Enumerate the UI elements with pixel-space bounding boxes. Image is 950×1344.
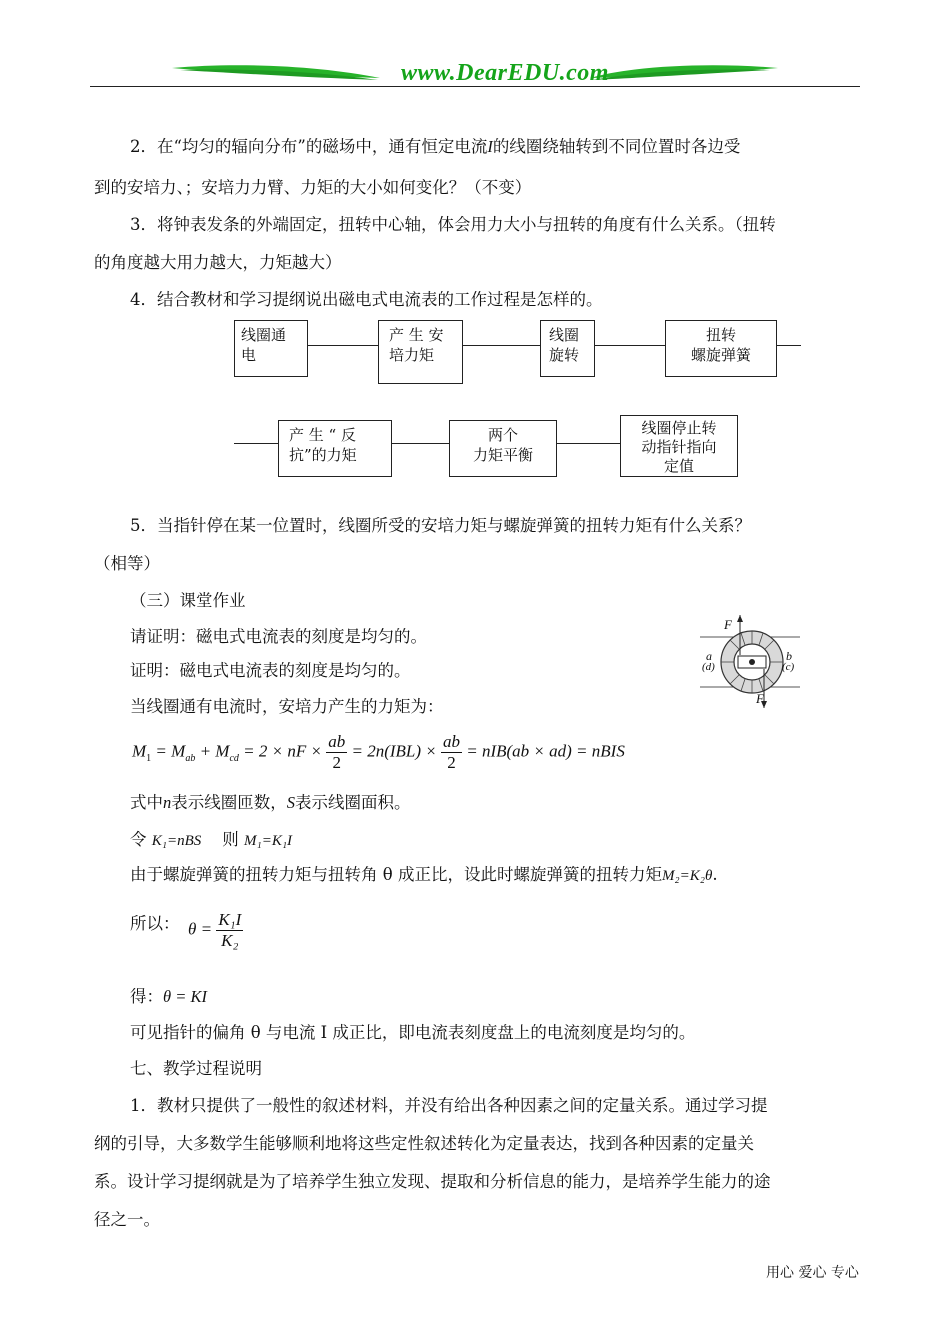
flow-box-label: 线圈停止转 动指针指向 定值 [641, 419, 717, 475]
flow-box-twist-spring [665, 320, 777, 377]
force-label-bottom: F [756, 691, 764, 706]
flow-box-label: 线圈 旋转 [549, 326, 580, 364]
flow-box-pointer-stop [620, 415, 738, 477]
flow-box-label: 线圈通 电 [241, 326, 287, 364]
section-7-para-line-1: 1．教材只提供了一般性的叙述材料，并没有给出各种因素之间的定量关系。通过学习提 [130, 1096, 768, 1115]
torque-intro: 当线圈通有电流时，安培力产生的力矩为： [130, 697, 444, 716]
flow-box-counter-torque [278, 420, 392, 477]
coil-diagram [700, 615, 800, 710]
flow-box-coil-current [234, 320, 308, 377]
flow-connector [595, 345, 665, 346]
question-3-line-2: 的角度越大用力越大，力矩越大） [94, 253, 342, 272]
flow-connector [463, 345, 540, 346]
side-label-c: (c) [782, 661, 795, 673]
get-label: 得：θ = KI [130, 987, 207, 1006]
let-definition: 令 K₁=nBS 则 M₁=K₁I [130, 830, 293, 849]
site-header [90, 56, 860, 92]
where-definition: 式中n表示线圈匝数，S表示线圈面积。 [130, 793, 411, 812]
prove-requirement: 请证明：磁电式电流表的刻度是均匀的。 [130, 627, 427, 646]
flow-box-coil-rotate [540, 320, 595, 377]
page-footer: 用心 爱心 专心 [766, 1265, 859, 1281]
question-3-line-1: 3．将钟表发条的外端固定，扭转中心轴，体会用力大小与扭转的角度有什么关系。（扭转 [130, 215, 776, 234]
flow-connector [308, 345, 378, 346]
flow-connector [392, 443, 449, 444]
section-7-para-line-2: 纲的引导，大多数学生能够顺利地将这些定性叙述转化为定量表达，找到各种因素的定量关 [94, 1134, 754, 1153]
flow-box-ampere-torque [378, 320, 463, 384]
flow-connector [557, 443, 620, 444]
section-7-para-line-4: 径之一。 [94, 1210, 160, 1229]
flow-box-label: 产 生 “ 反 抗”的力矩 [289, 426, 357, 464]
proof-start: 证明：磁电式电流表的刻度是均匀的。 [130, 661, 411, 680]
flow-box-label: 两个 力矩平衡 [472, 426, 533, 464]
section-7-para-line-3: 系。设计学习提纲就是为了培养学生独立发现、提取和分析信息的能力，是培养学生能力的途 [94, 1172, 771, 1191]
question-5-line-2: （相等） [94, 554, 160, 573]
question-2-line-2: 到的安培力、；安培力力臂、力矩的大小如何变化？（不变） [94, 178, 532, 197]
section-7-heading: 七、教学过程说明 [130, 1059, 262, 1078]
flow-box-torque-balance [449, 420, 557, 477]
fraction: $\frac{ab}{2}$ [442, 732, 460, 772]
spring-torque-statement: 由于螺旋弹簧的扭转力矩与扭转角 θ 成正比，设此时螺旋弹簧的扭转力矩M₂=K₂θ. [130, 865, 718, 884]
flow-connector [777, 345, 801, 346]
flow-box-label: 产 生 安 培力矩 [389, 326, 444, 364]
so-label: 所以： [130, 914, 180, 933]
force-label-top: F [724, 617, 732, 632]
theta-formula: θ = $\frac{\text{K₁I}}{\text{K₂}}$ [188, 910, 242, 950]
conclusion: 可见指针的偏角 θ 与电流 I 成正比，即电流表刻度盘上的电流刻度是均匀的。 [130, 1023, 696, 1042]
header-divider [90, 86, 860, 87]
side-label-a: a [706, 649, 712, 663]
site-logo-text: www.DearEDU.com [401, 60, 609, 86]
question-2-line-1: 2．在“均匀的辐向分布”的磁场中，通有恒定电流I的线圈绕轴转到不同位置时各边受 [130, 137, 741, 156]
side-label-d: (d) [702, 661, 715, 673]
section-3-heading: （三）课堂作业 [130, 591, 246, 610]
flow-connector [234, 443, 278, 444]
side-label-b: b [786, 649, 792, 663]
question-4: 4．结合教材和学习提纲说出磁电式电流表的工作过程是怎样的。 [130, 290, 603, 309]
torque-formula: $M_1 = M_{ab} + M_{cd} = 2$ × nF × $\frac{ab}{2}$ = 2n(IBL) × $\frac{ab}{2}$ = nIB(ab × ad) = nBIS [132, 732, 625, 772]
fraction: $\frac{ab}{2}$ [328, 732, 346, 772]
fraction: $\frac{\text{K₁I}}{\text{K₂}}$ [218, 910, 242, 950]
flow-box-label: 扭转 螺旋弹簧 [690, 326, 751, 364]
question-5-line-1: 5．当指针停在某一位置时，线圈所受的安培力矩与螺旋弹簧的扭转力矩有什么关系？ [130, 516, 751, 535]
